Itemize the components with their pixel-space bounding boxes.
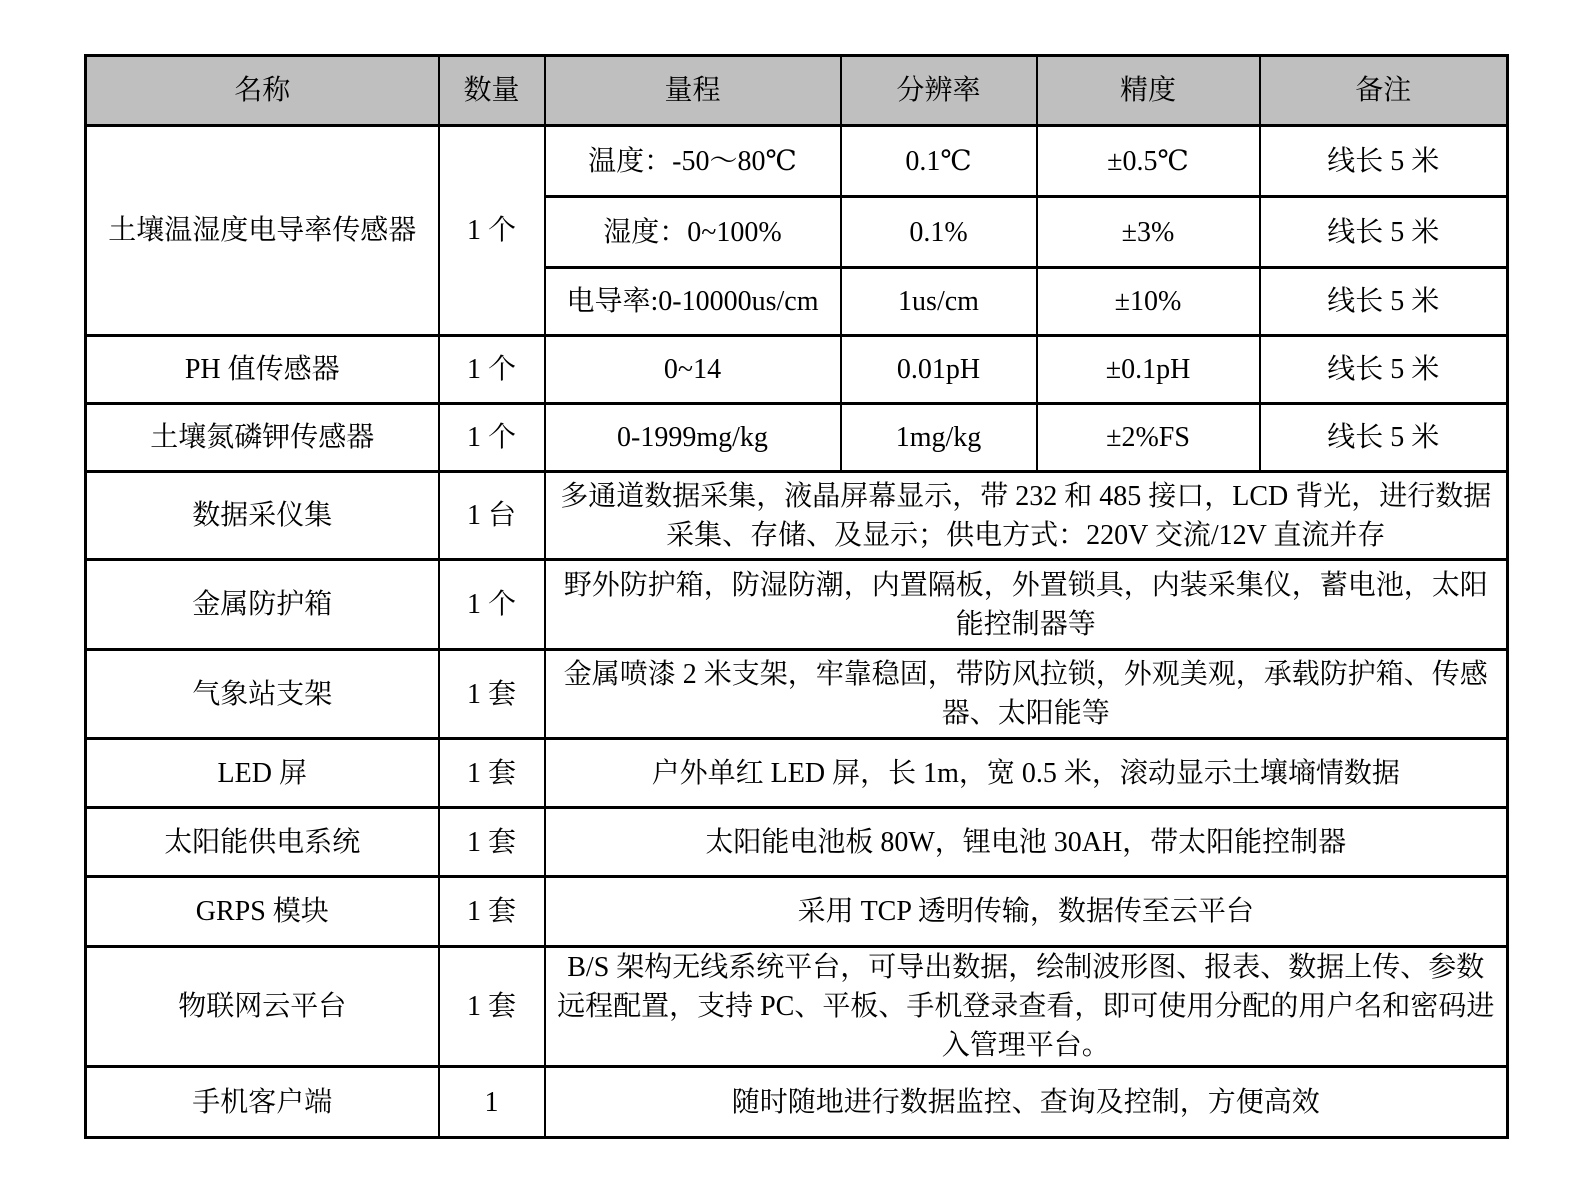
description-cell: 随时随地进行数据监控、查询及控制，方便高效 bbox=[545, 1067, 1508, 1138]
header-accuracy: 精度 bbox=[1037, 56, 1260, 126]
resolution-cell: 0.1℃ bbox=[841, 126, 1037, 197]
range-cell: 温度：-50～80℃ bbox=[545, 126, 841, 197]
description-cell: 金属喷漆 2 米支架，牢靠稳固，带防风拉锁，外观美观，承载防护箱、传感器、太阳能等 bbox=[545, 650, 1508, 739]
header-resolution: 分辨率 bbox=[841, 56, 1037, 126]
qty-cell: 1 套 bbox=[439, 947, 545, 1067]
qty-cell: 1 个 bbox=[439, 404, 545, 472]
description-cell: 采用 TCP 透明传输，数据传至云平台 bbox=[545, 877, 1508, 947]
name-cell: 太阳能供电系统 bbox=[86, 808, 439, 877]
qty-cell: 1 套 bbox=[439, 877, 545, 947]
range-cell: 0~14 bbox=[545, 336, 841, 404]
name-cell: PH 值传感器 bbox=[86, 336, 439, 404]
name-cell: 气象站支架 bbox=[86, 650, 439, 739]
accuracy-cell: ±0.5℃ bbox=[1037, 126, 1260, 197]
name-cell: 土壤氮磷钾传感器 bbox=[86, 404, 439, 472]
note-cell: 线长 5 米 bbox=[1260, 126, 1508, 197]
name-cell: GRPS 模块 bbox=[86, 877, 439, 947]
table-row bbox=[86, 560, 1508, 650]
name-cell: 物联网云平台 bbox=[86, 947, 439, 1067]
table-row bbox=[86, 650, 1508, 739]
header-note: 备注 bbox=[1260, 56, 1508, 126]
table-row bbox=[86, 336, 1508, 404]
name-cell: 数据采仪集 bbox=[86, 472, 439, 560]
table-row bbox=[86, 472, 1508, 560]
header-range: 量程 bbox=[545, 56, 841, 126]
description-cell: B/S 架构无线系统平台，可导出数据，绘制波形图、报表、数据上传、参数远程配置，支持 PC、平板、手机登录查看，即可使用分配的用户名和密码进入管理平台。 bbox=[545, 947, 1508, 1067]
name-cell: LED 屏 bbox=[86, 739, 439, 808]
table-row bbox=[86, 877, 1508, 947]
note-cell: 线长 5 米 bbox=[1260, 404, 1508, 472]
resolution-cell: 1us/cm bbox=[841, 268, 1037, 336]
accuracy-cell: ±3% bbox=[1037, 197, 1260, 268]
table-header-row bbox=[86, 56, 1508, 126]
range-cell: 电导率:0-10000us/cm bbox=[545, 268, 841, 336]
qty-cell: 1 个 bbox=[439, 336, 545, 404]
note-cell: 线长 5 米 bbox=[1260, 336, 1508, 404]
qty-cell: 1 个 bbox=[439, 126, 545, 336]
table-row bbox=[86, 739, 1508, 808]
qty-cell: 1 套 bbox=[439, 808, 545, 877]
resolution-cell: 0.01pH bbox=[841, 336, 1037, 404]
qty-cell: 1 台 bbox=[439, 472, 545, 560]
qty-cell: 1 个 bbox=[439, 560, 545, 650]
name-cell: 手机客户端 bbox=[86, 1067, 439, 1138]
table-row bbox=[86, 1067, 1508, 1138]
header-name: 名称 bbox=[86, 56, 439, 126]
description-cell: 户外单红 LED 屏，长 1m，宽 0.5 米，滚动显示土壤墒情数据 bbox=[545, 739, 1508, 808]
qty-cell: 1 套 bbox=[439, 739, 545, 808]
spec-table bbox=[84, 54, 1509, 1139]
description-cell: 野外防护箱，防湿防潮，内置隔板，外置锁具，内装采集仪，蓄电池，太阳能控制器等 bbox=[545, 560, 1508, 650]
note-cell: 线长 5 米 bbox=[1260, 197, 1508, 268]
range-cell: 0-1999mg/kg bbox=[545, 404, 841, 472]
accuracy-cell: ±2%FS bbox=[1037, 404, 1260, 472]
note-cell: 线长 5 米 bbox=[1260, 268, 1508, 336]
qty-cell: 1 套 bbox=[439, 650, 545, 739]
name-cell: 金属防护箱 bbox=[86, 560, 439, 650]
table-row bbox=[86, 808, 1508, 877]
accuracy-cell: ±10% bbox=[1037, 268, 1260, 336]
name-cell: 土壤温湿度电导率传感器 bbox=[86, 126, 439, 336]
qty-cell: 1 bbox=[439, 1067, 545, 1138]
table-row bbox=[86, 126, 1508, 197]
description-cell: 太阳能电池板 80W，锂电池 30AH，带太阳能控制器 bbox=[545, 808, 1508, 877]
table-row bbox=[86, 947, 1508, 1067]
table-row bbox=[86, 404, 1508, 472]
range-cell: 湿度：0~100% bbox=[545, 197, 841, 268]
resolution-cell: 1mg/kg bbox=[841, 404, 1037, 472]
description-cell: 多通道数据采集，液晶屏幕显示，带 232 和 485 接口，LCD 背光，进行数据采集、存储、及显示；供电方式：220V 交流/12V 直流并存 bbox=[545, 472, 1508, 560]
resolution-cell: 0.1% bbox=[841, 197, 1037, 268]
accuracy-cell: ±0.1pH bbox=[1037, 336, 1260, 404]
header-quantity: 数量 bbox=[439, 56, 545, 126]
